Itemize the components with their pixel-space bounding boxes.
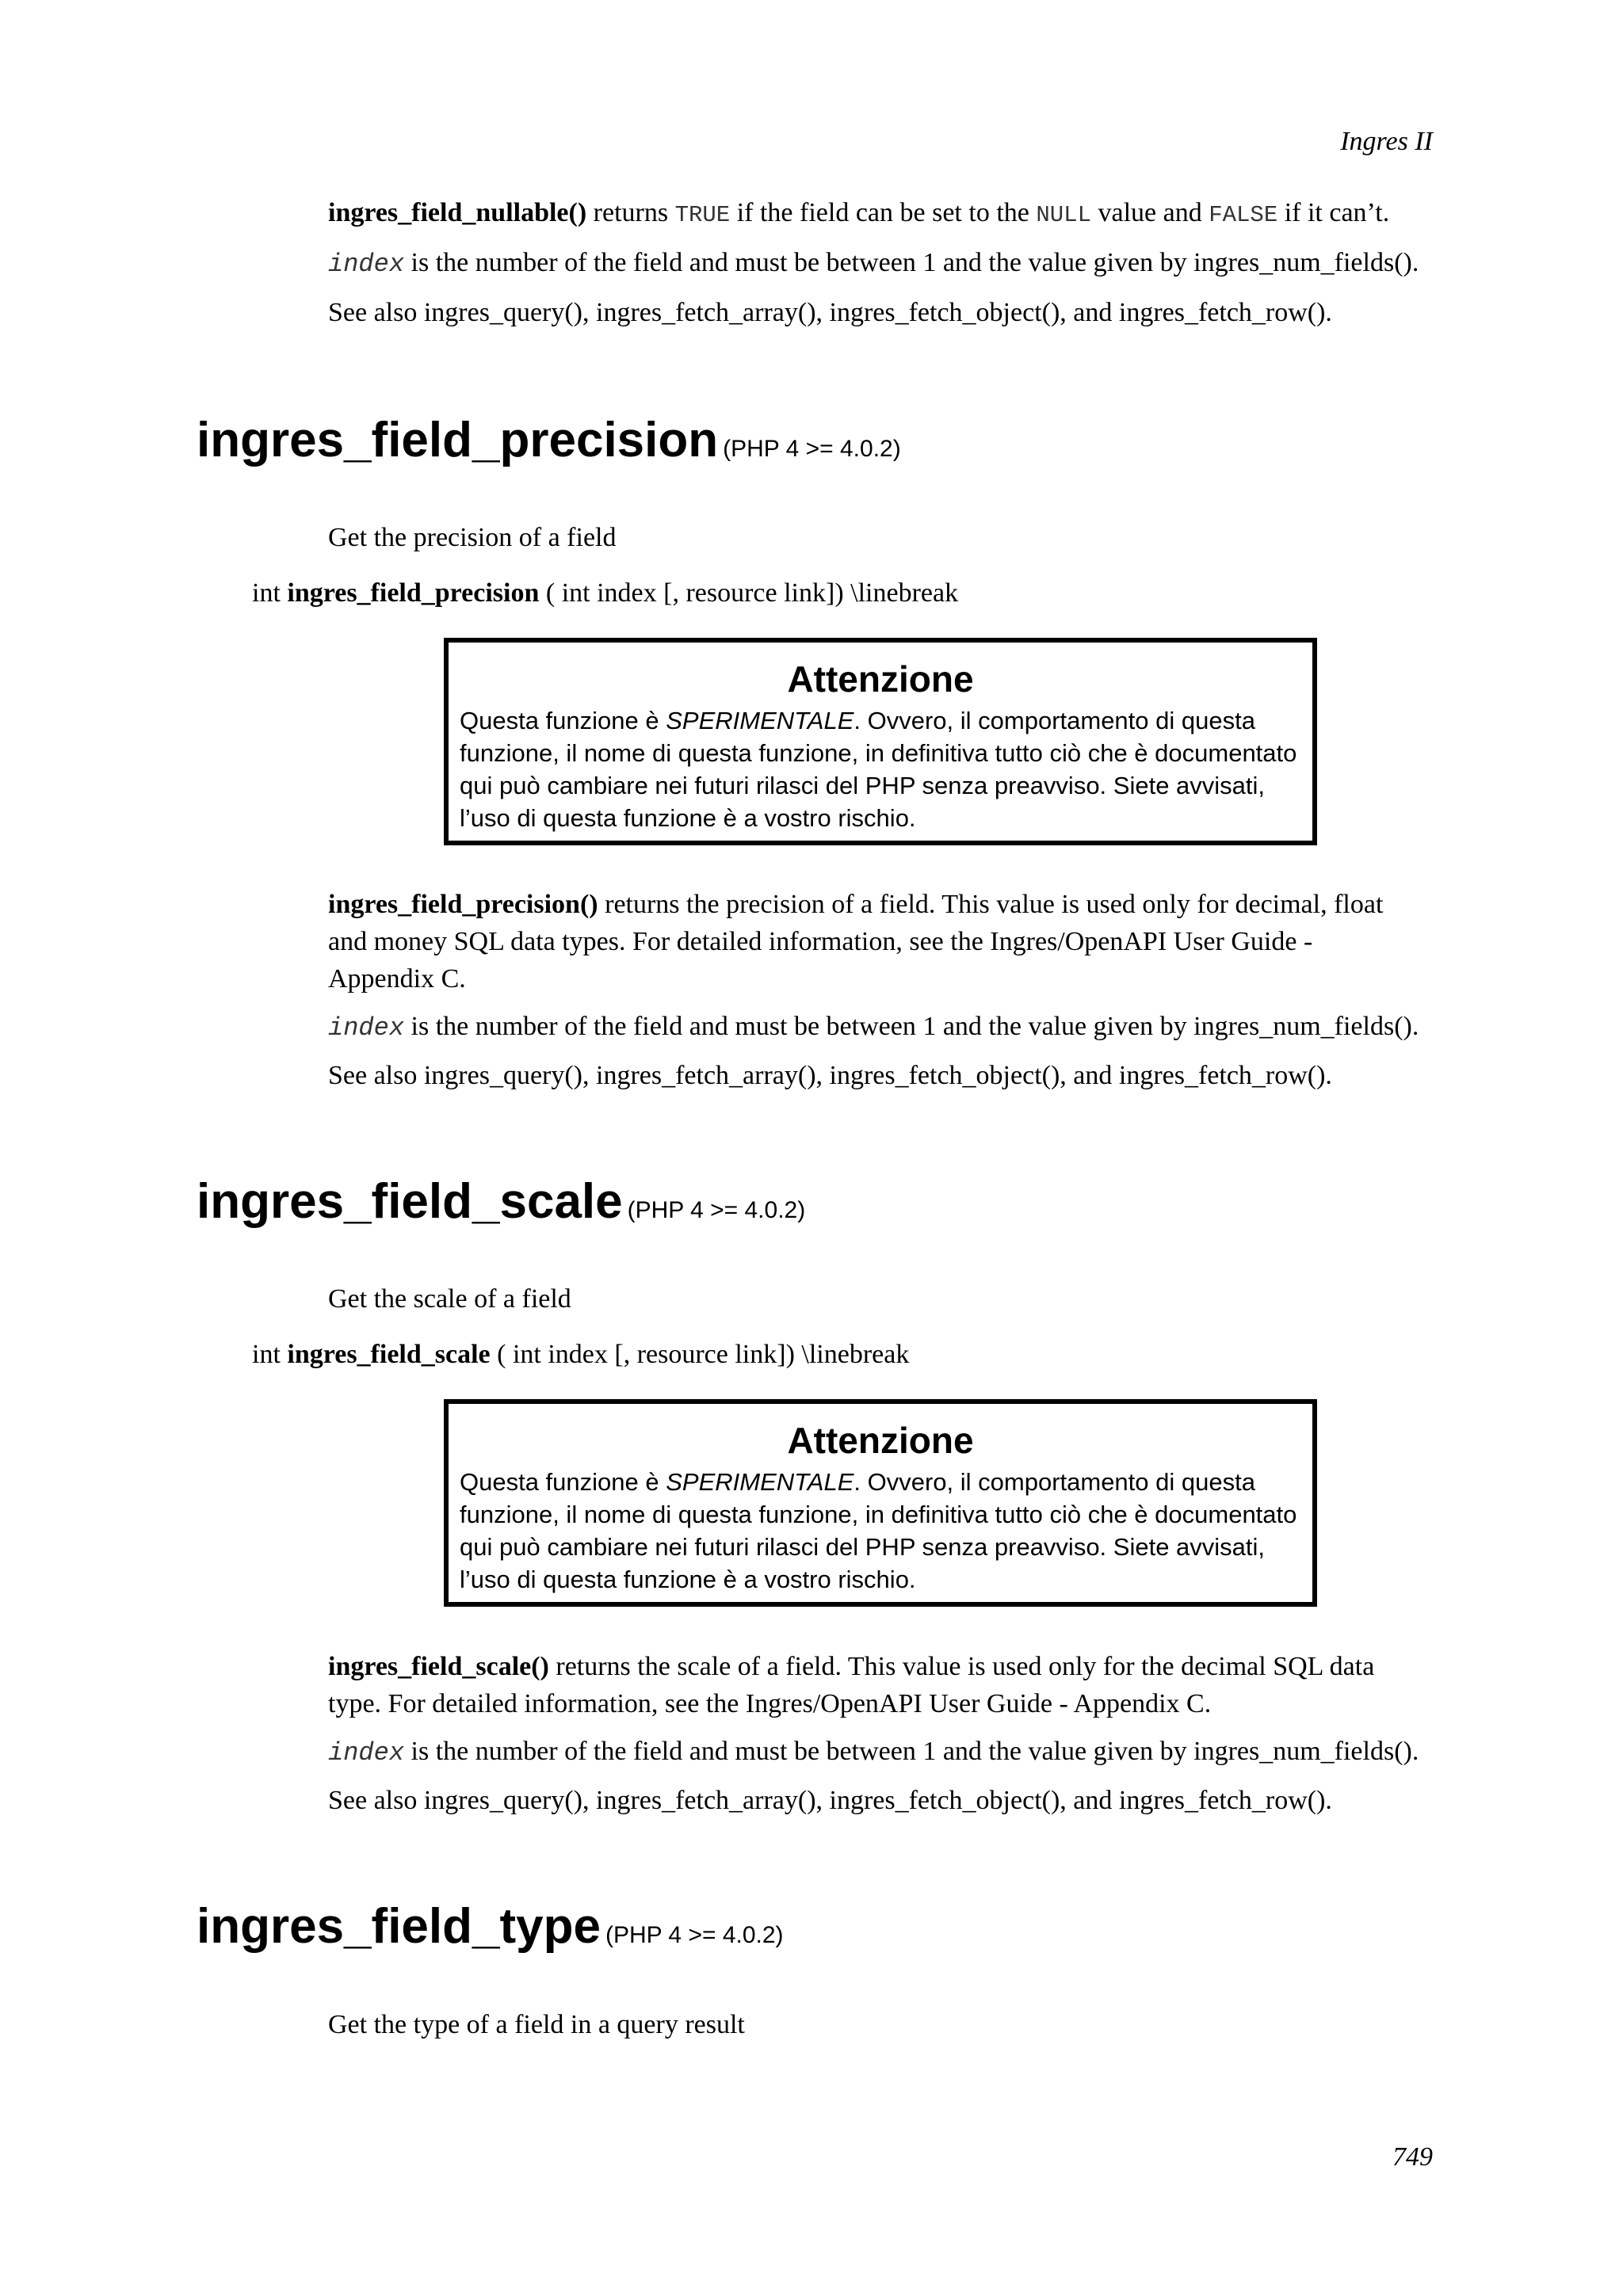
php-version: (PHP 4 >= 4.0.2) bbox=[627, 1197, 806, 1223]
function-synopsis: int ingres_field_precision ( int index [, resource link]) \linebreak bbox=[252, 578, 959, 608]
page-number: 749 bbox=[1392, 2142, 1433, 2172]
function-description: ingres_field_precision() returns the precision of a field. This value is used only for decimal, float and money SQL data types. For detailed information, see the Ingres/OpenAPI User Guide - Appendix C. bbox=[328, 890, 1384, 994]
function-description: ingres_field_scale() returns the scale of a field. This value is used only for the decimal SQL data type. For detailed information, see the Ingres/OpenAPI User Guide - Appendix C. bbox=[328, 1652, 1375, 1718]
code-null: NULL bbox=[1036, 202, 1091, 228]
index-description: index is the number of the field and must be between 1 and the value given by ingres_num_fields(). bbox=[328, 1012, 1419, 1043]
section-heading-type bbox=[197, 1898, 784, 1955]
function-purpose: Get the precision of a field bbox=[328, 523, 617, 552]
function-name: ingres_field_nullable() bbox=[328, 198, 587, 227]
function-title: ingres_field_precision bbox=[197, 413, 719, 467]
function-purpose: Get the type of a field in a query result bbox=[328, 2010, 745, 2039]
see-also: See also ingres_query(), ingres_fetch_array(), ingres_fetch_object(), and ingres_fetch_row(). bbox=[328, 1061, 1332, 1090]
php-version: (PHP 4 >= 4.0.2) bbox=[723, 436, 901, 462]
warning-text: Questa funzione è SPERIMENTALE. Ovvero, il comportamento di questa funzione, il nome di questa funzione, in definitiva tutto ciò che è documentato qui può cambiare nei futuri rilasci del PHP senza preavviso. Siete avvisati, l’uso di questa funzione è a vostro rischio. bbox=[460, 1468, 1297, 1593]
function-name: ingres_field_precision() bbox=[328, 890, 598, 919]
section-heading-scale bbox=[197, 1173, 805, 1230]
code-true: TRUE bbox=[674, 202, 731, 228]
section-heading-precision bbox=[197, 412, 901, 468]
function-title: ingres_field_scale bbox=[197, 1174, 623, 1229]
code-false: FALSE bbox=[1209, 202, 1278, 228]
nullable-description: ingres_field_nullable() returns TRUE if the field can be set to the NULL value and FALSE if it can’t. bbox=[328, 198, 1390, 228]
function-name: ingres_field_scale() bbox=[328, 1652, 549, 1681]
function-purpose: Get the scale of a field bbox=[328, 1284, 571, 1314]
param-index: index bbox=[328, 1738, 405, 1768]
warning-box bbox=[444, 1399, 1317, 1607]
index-description: index is the number of the field and must be between 1 and the value given by ingres_num_fields(). bbox=[328, 248, 1419, 279]
function-title: ingres_field_type bbox=[197, 1899, 601, 1954]
see-also: See also ingres_query(), ingres_fetch_array(), ingres_fetch_object(), and ingres_fetch_row(). bbox=[328, 1786, 1332, 1815]
index-description: index is the number of the field and must be between 1 and the value given by ingres_num_fields(). bbox=[328, 1737, 1419, 1768]
warning-title: Attenzione bbox=[787, 1420, 974, 1461]
param-index: index bbox=[328, 1013, 405, 1043]
warning-text: Questa funzione è SPERIMENTALE. Ovvero, il comportamento di questa funzione, il nome di questa funzione, in definitiva tutto ciò che è documentato qui può cambiare nei futuri rilasci del PHP senza preavviso. Siete avvisati, l’uso di questa funzione è a vostro rischio. bbox=[460, 707, 1297, 832]
warning-title: Attenzione bbox=[787, 658, 974, 700]
php-version: (PHP 4 >= 4.0.2) bbox=[605, 1922, 784, 1948]
see-also: See also ingres_query(), ingres_fetch_array(), ingres_fetch_object(), and ingres_fetch_row(). bbox=[328, 298, 1332, 327]
running-header: Ingres II bbox=[1340, 127, 1433, 156]
function-synopsis: int ingres_field_scale ( int index [, resource link]) \linebreak bbox=[252, 1340, 910, 1369]
warning-box bbox=[444, 638, 1317, 845]
param-index: index bbox=[328, 250, 405, 279]
